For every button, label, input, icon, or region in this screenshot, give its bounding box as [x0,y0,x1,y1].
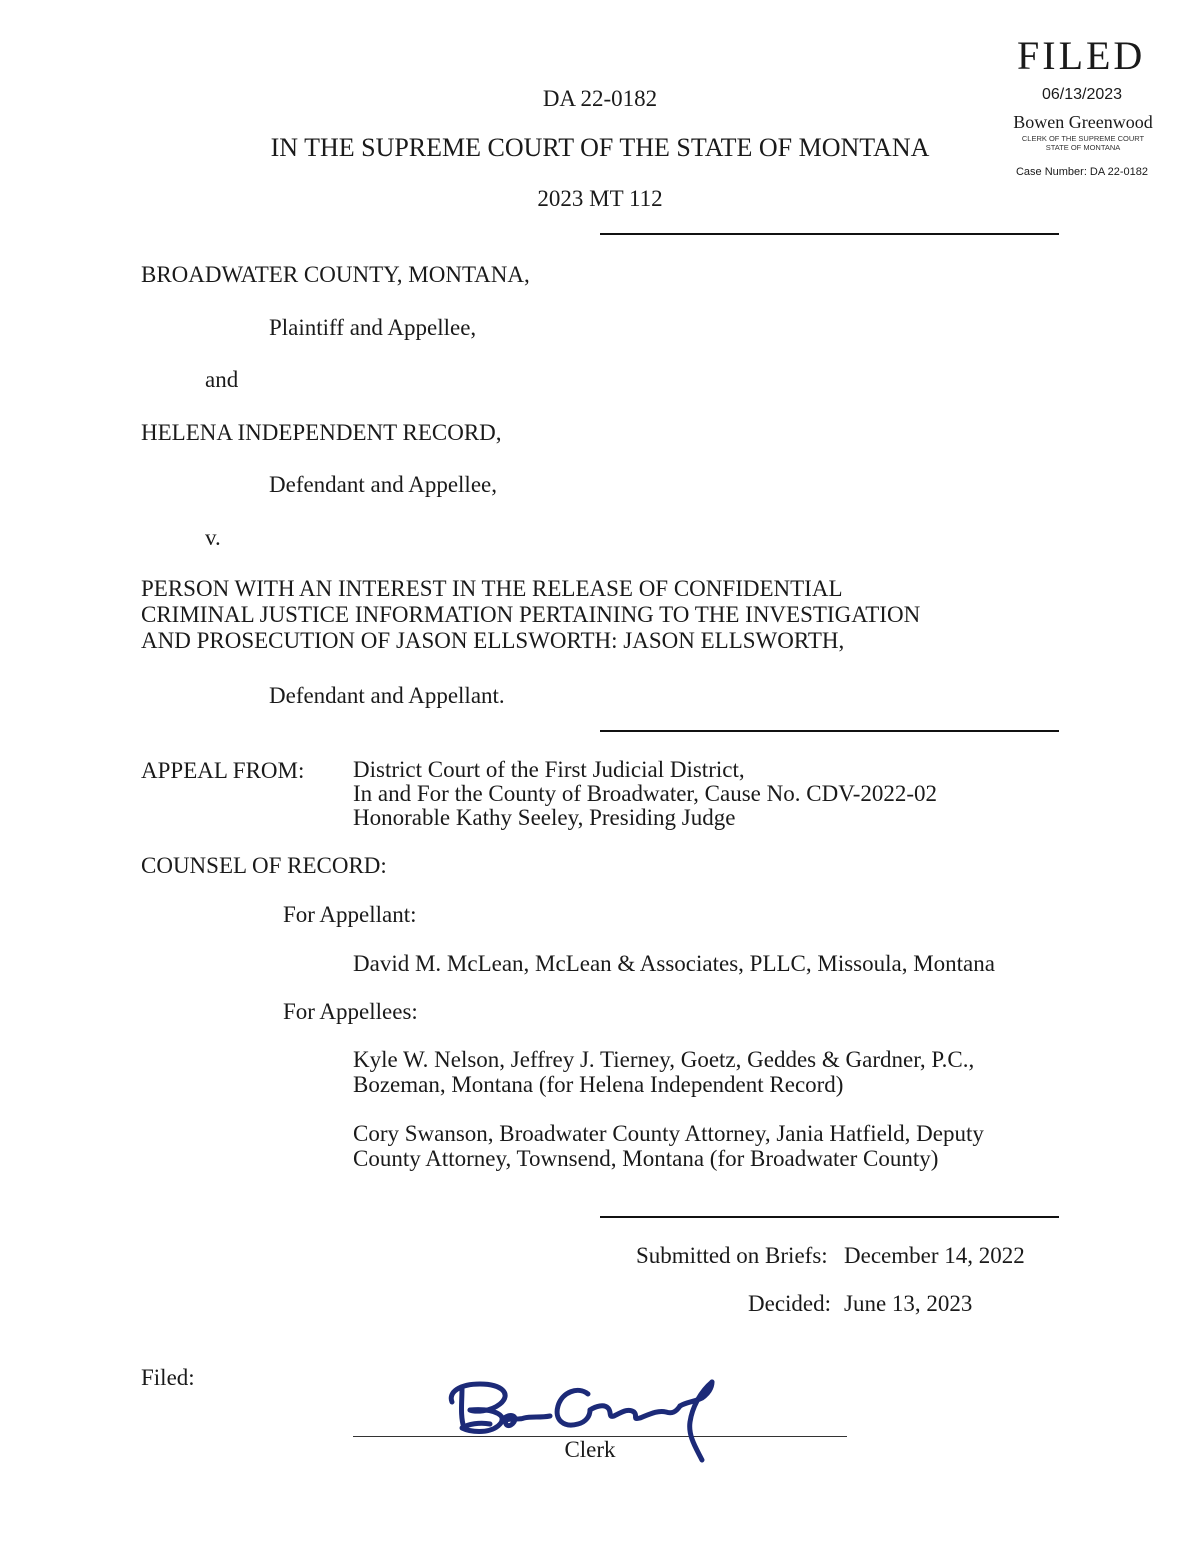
appeal-from-line: Honorable Kathy Seeley, Presiding Judge [353,805,736,830]
versus: v. [205,525,221,550]
filed-stamp-title: FILED [1017,33,1146,78]
party-appellant [141,576,920,654]
party-defendant-appellee: HELENA INDEPENDENT RECORD, [141,420,502,445]
divider-1 [600,233,1059,235]
appellant-counsel: David M. McLean, McLean & Associates, PLLC, Missoula, Montana [353,951,995,976]
appellee-counsel-line: Bozeman, Montana (for Helena Independent Record) [353,1072,844,1097]
counsel-of-record-label: COUNSEL OF RECORD: [141,853,387,878]
filed-stamp-date: 06/13/2023 [1041,86,1123,103]
filed-label: Filed: [141,1365,195,1390]
filed-stamp-clerk-title-line2: STATE OF MONTANA [1045,143,1121,152]
party-appellant-role: Defendant and Appellant. [269,683,505,708]
party-appellant-line: PERSON WITH AN INTEREST IN THE RELEASE OF CONFIDENTIAL [141,576,843,601]
party-plaintiff: BROADWATER COUNTY, MONTANA, [141,262,530,287]
clerk-label: Clerk [564,1437,616,1462]
for-appellant-label: For Appellant: [283,902,417,927]
appellee-counsel-line: Cory Swanson, Broadwater County Attorney, Jania Hatfield, Deputy [353,1121,984,1146]
party-appellant-line: AND PROSECUTION OF JASON ELLSWORTH: JASON ELLSWORTH, [141,628,845,653]
decided-label: Decided: [748,1291,832,1316]
party-plaintiff-role: Plaintiff and Appellee, [269,315,477,340]
divider-3 [600,1216,1059,1218]
appellee-counsel-2 [353,1121,984,1171]
appeal-from-line: District Court of the First Judicial District, [353,757,745,782]
party-appellant-line: CRIMINAL JUSTICE INFORMATION PERTAINING TO THE INVESTIGATION [141,602,921,627]
submitted-label: Submitted on Briefs: [636,1243,828,1268]
party-defendant-appellee-role: Defendant and Appellee, [269,472,497,497]
filed-stamp-clerk-title [1022,134,1144,152]
citation: 2023 MT 112 [537,186,663,211]
appeal-from-line: In and For the County of Broadwater, Cause No. CDV-2022-02 [353,781,938,806]
divider-2 [600,730,1059,732]
conjunction-and: and [205,367,239,392]
filed-stamp-clerk-name: Bowen Greenwood [1013,112,1153,132]
decided-date: June 13, 2023 [844,1291,973,1316]
filed-stamp-clerk-title-line1: CLERK OF THE SUPREME COURT [1021,134,1145,143]
appeal-from-details [353,758,937,830]
clerk-signature [440,1372,730,1472]
appellee-counsel-1 [353,1047,974,1097]
appellee-counsel-line: Kyle W. Nelson, Jeffrey J. Tierney, Goetz, Geddes & Gardner, P.C., [353,1047,975,1072]
for-appellees-label: For Appellees: [283,999,418,1024]
court-title: IN THE SUPREME COURT OF THE STATE OF MONTANA [270,133,930,162]
docket-number: DA 22-0182 [542,86,658,111]
filed-stamp-case-number: Case Number: DA 22-0182 [1015,166,1149,178]
appellee-counsel-line: County Attorney, Townsend, Montana (for Broadwater County) [353,1146,939,1171]
submitted-date: December 14, 2022 [844,1243,1025,1268]
appeal-from-label: APPEAL FROM: [141,758,305,783]
